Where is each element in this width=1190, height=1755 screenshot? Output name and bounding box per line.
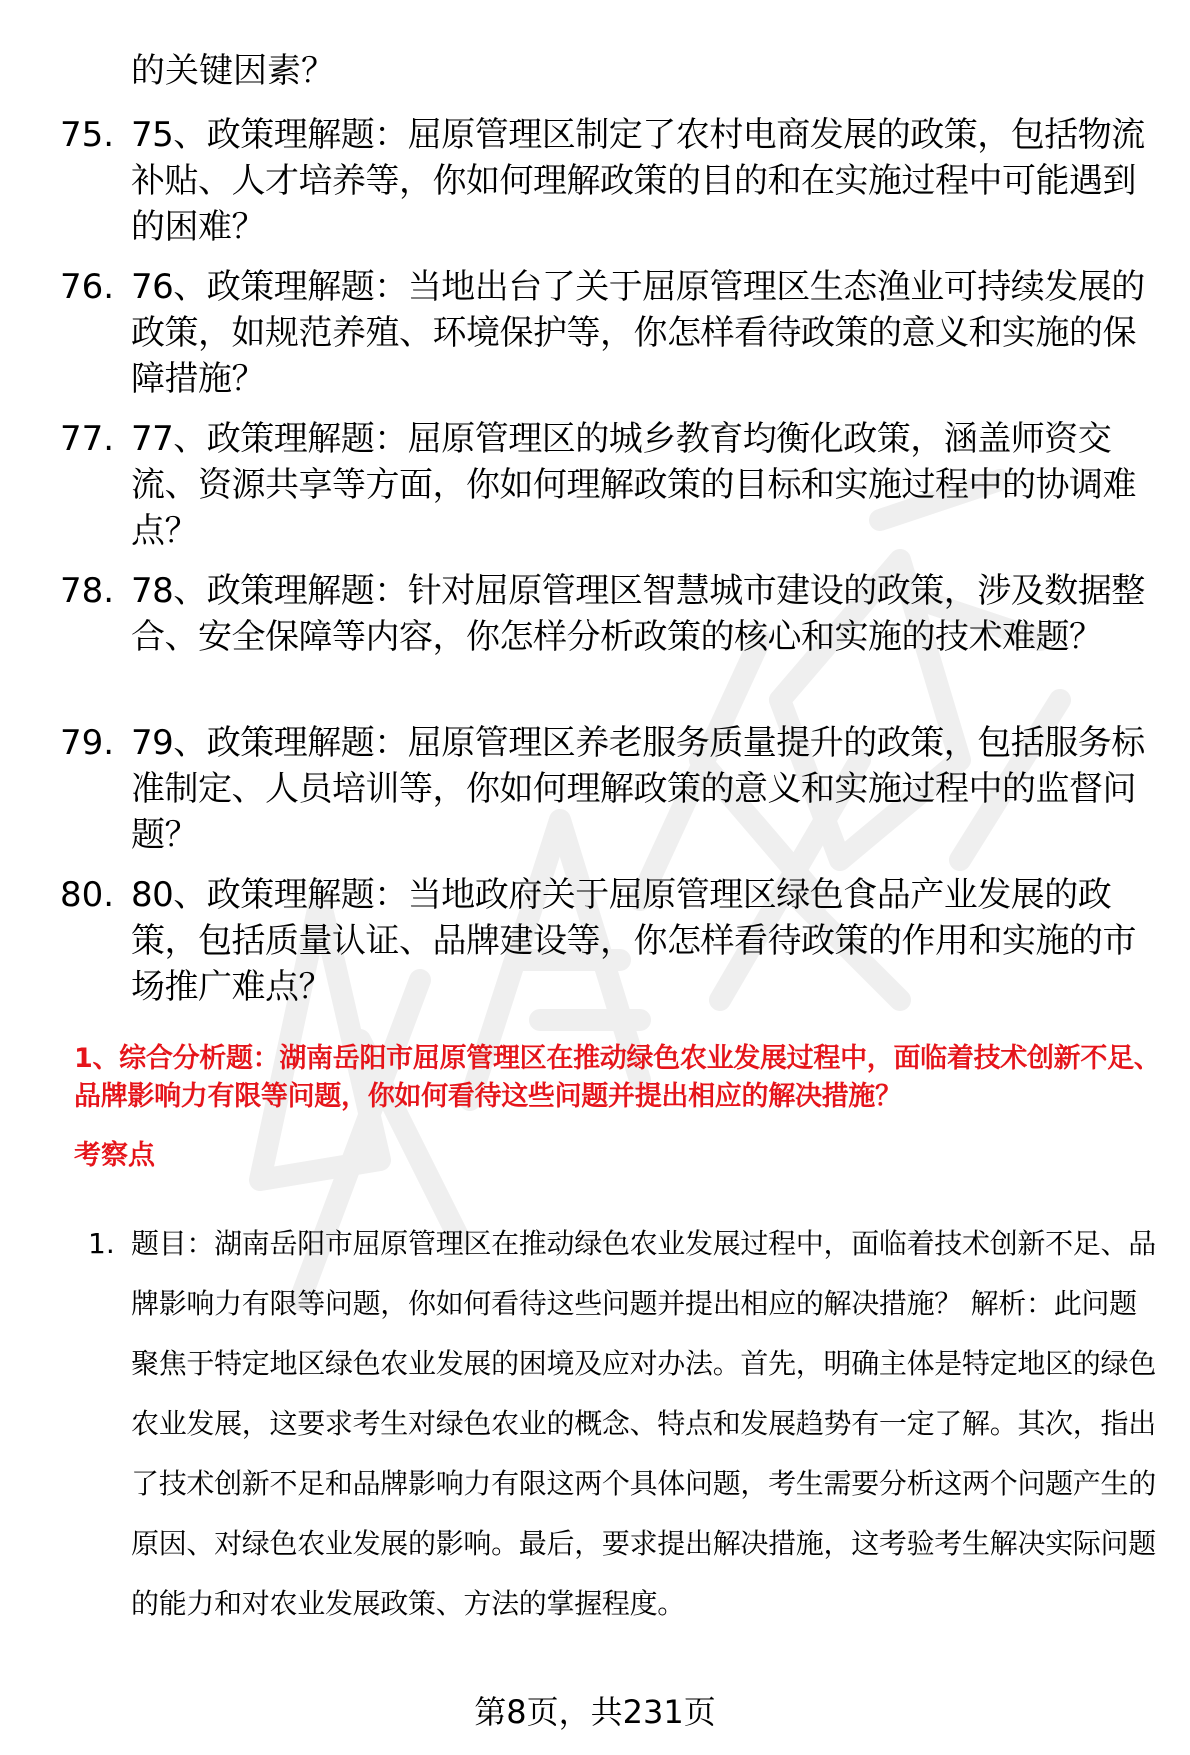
question-number: 75.	[60, 115, 115, 155]
question-number: 79.	[60, 723, 115, 763]
question-text: 76、政策理解题：当地出台了关于屈原管理区生态渔业可持续发展的政策，如规范养殖、环境保护等，你怎样看待政策的意义和实施的保障措施？	[131, 267, 1145, 399]
question-text: 80、政策理解题：当地政府关于屈原管理区绿色食品产业发展的政策，包括质量认证、品牌建设等，你怎样看待政策的作用和实施的市场推广难点？	[131, 875, 1136, 1007]
question-number: 80.	[60, 875, 115, 915]
analysis-text: 题目：湖南岳阳市屈原管理区在推动绿色农业发展过程中，面临着技术创新不足、品牌影响力有限等问题，你如何看待这些问题并提出相应的解决措施？ 解析：此问题聚焦于特定地区绿色农业发展的困境及应对办法。首先，明确主体是特定地区的绿色农业发展，这要求考生对绿色农业的概念、特点和发展趋势有一定了解。其次，指出了技术创新不足和品牌影响力有限这两个具体问题，考生需要分析这两个问题产生的原因、对绿色农业发展的影响。最后，要求提出解决措施，这考验考生解决实际问题的能力和对农业发展政策、方法的掌握程度。	[131, 1227, 1156, 1620]
list-item	[0, 112, 1190, 264]
question-text: 78、政策理解题：针对屈原管理区智慧城市建设的政策，涉及数据整合、安全保障等内容，你怎样分析政策的核心和实施的技术难题？	[131, 571, 1145, 657]
section-subtitle: 考察点	[74, 1140, 155, 1171]
question-text: 75、政策理解题：屈原管理区制定了农村电商发展的政策，包括物流补贴、人才培养等，你如何理解政策的目的和在实施过程中可能遇到的困难？	[131, 115, 1145, 247]
question-text: 77、政策理解题：屈原管理区的城乡教育均衡化政策，涵盖师资交流、资源共享等方面，你如何理解政策的目标和实施过程中的协调难点？	[131, 419, 1136, 551]
list-item	[0, 720, 1190, 872]
list-item	[0, 568, 1190, 720]
question-number: 78.	[60, 571, 115, 611]
section-title: 1、综合分析题：湖南岳阳市屈原管理区在推动绿色农业发展过程中，面临着技术创新不足、品牌影响力有限等问题，你如何看待这些问题并提出相应的解决措施？	[74, 1043, 1161, 1112]
question-number: 77.	[60, 419, 115, 459]
list-item	[0, 264, 1190, 416]
question-list	[0, 112, 1190, 1024]
question-text: 79、政策理解题：屈原管理区养老服务质量提升的政策，包括服务标准制定、人员培训等，你如何理解政策的意义和实施过程中的监督问题？	[131, 723, 1145, 855]
page-footer: 第8页，共231页	[474, 1693, 716, 1731]
list-item	[0, 872, 1190, 1024]
question-number: 76.	[60, 267, 115, 307]
list-item	[0, 416, 1190, 568]
continuation-text: 的关键因素？	[131, 51, 335, 91]
analysis-number: 1.	[88, 1227, 115, 1260]
